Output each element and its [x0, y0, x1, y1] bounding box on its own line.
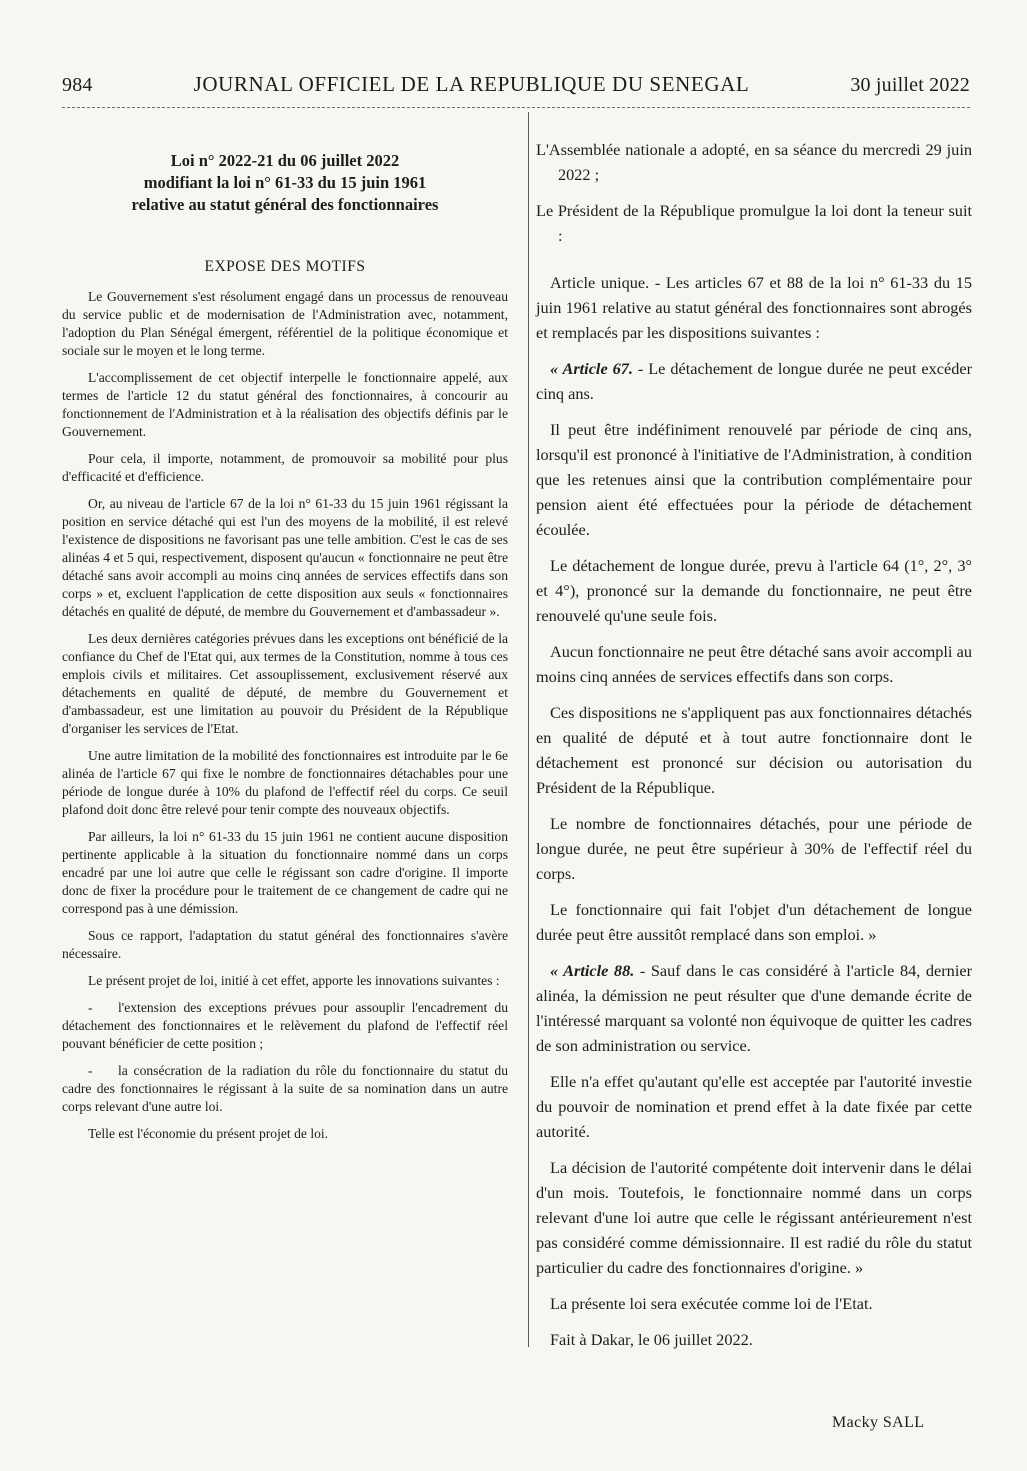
expose-paragraph: Une autre limitation de la mobilité des fonctionnaires est introduite par le 6e alinéa de l'article 67 qui fixe le nombre de fonctionnaires détachables pour une période de longue durée à 10% du plafond de l'effectif réel du corps. Ce seuil plafond doit donc être relevé pour tenir compte des nouveaux objectifs. — [62, 748, 508, 817]
right-column — [536, 137, 972, 1363]
expose-paragraph: L'accomplissement de cet objectif interpelle le fonctionnaire appelé, aux termes de l'article 12 du statut général des fonctionnaires, à concourir au fonctionnement de l'Administration et à la réalisation des objectifs définis par le Gouvernement. — [62, 370, 508, 439]
expose-closing: Telle est l'économie du présent projet de loi. — [88, 1126, 329, 1141]
issue-date: 30 juillet 2022 — [850, 74, 970, 96]
article-88-label: « Article 88. — [550, 961, 635, 980]
expose-paragraph: Pour cela, il importe, notamment, de promouvoir sa mobilité pour plus d'efficacité et d'efficience. — [62, 451, 508, 484]
article-88 — [536, 958, 972, 1058]
article-67 — [536, 356, 972, 406]
bullet-dash: - — [88, 1063, 93, 1078]
expose-heading: EXPOSE DES MOTIFS — [204, 258, 366, 275]
expose-paragraph: Sous ce rapport, l'adaptation du statut général des fonctionnaires s'avère nécessaire. — [62, 928, 508, 961]
law-title — [62, 150, 508, 216]
innovation-bullet — [62, 999, 508, 1053]
column-divider — [528, 112, 529, 1347]
article-67-paragraph: Ces dispositions ne s'appliquent pas aux fonctionnaires détachés en qualité de député et à tout autre fonctionnaire dont le détachement est prononcé sur décision ou autorisation du Président de la République. — [536, 703, 972, 797]
innovation-bullet — [62, 1062, 508, 1116]
law-title-line: Loi n° 2022-21 du 06 juillet 2022 — [170, 151, 400, 170]
page-header — [62, 72, 970, 97]
bullet-text: l'extension des exceptions prévues pour assouplir l'encadrement du détachement des fonctionnaires et le relèvement du plafond de l'effectif réel pouvant bénéficier de cette position ; — [62, 1000, 508, 1051]
article-88-paragraph: Elle n'a effet qu'autant qu'elle est acceptée par l'autorité investie du pouvoir de nomination et prend effet à la date fixée par cette autorité. — [536, 1072, 972, 1141]
bullet-text: la consécration de la radiation du rôle du fonctionnaire du statut du cadre des fonctionnaires le régissant à la suite de sa nomination dans un autre corps relevant d'une autre loi. — [62, 1063, 508, 1114]
article-88-intro: - Sauf dans le cas considéré à l'article 84, dernier alinéa, la démission ne peut résulter que d'une demande écrite de l'intéressé marquant sa volonté non équivoque de quitter les cadres de son administration ou service. — [536, 961, 972, 1055]
law-title-line: modifiant la loi n° 61-33 du 15 juin 1961 — [143, 173, 427, 192]
article-88-paragraph: La décision de l'autorité compétente doit intervenir dans le délai d'un mois. Toutefois, le fonctionnaire nommé dans un corps relevant d'une loi autre que celle le régissant antérieurement n'est pas considéré comme démissionnaire. Il est radié du rôle du statut particulier du cadre des fonctionnaires d'origine. » — [536, 1158, 972, 1277]
expose-paragraph: Les deux dernières catégories prévues dans les exceptions ont bénéficié de la confiance du Chef de l'Etat qui, aux termes de la Constitution, nomme à tous ces emplois civils et militaires. Cet assouplissement, exclusivement réservé aux détachements en qualité de député, de membre du Gouvernement et d'ambassadeur, est une limitation au pouvoir du Président de la République d'organiser les services de l'Etat. — [62, 631, 508, 736]
article-67-paragraph: Le fonctionnaire qui fait l'objet d'un détachement de longue durée peut être aussitôt remplacé dans son emploi. » — [536, 900, 972, 944]
bullet-dash: - — [88, 1000, 93, 1015]
header-rule — [62, 107, 970, 108]
left-column — [62, 150, 508, 1152]
signature: Macky SALL — [832, 1414, 925, 1431]
page-number: 984 — [62, 74, 93, 96]
article-67-intro: - Le détachement de longue durée ne peut excéder cinq ans. — [536, 359, 972, 403]
adoption-statement: L'Assemblée nationale a adopté, en sa séance du mercredi 29 juin 2022 ; — [536, 140, 972, 184]
article-67-paragraph: Le détachement de longue durée, prevu à l'article 64 (1°, 2°, 3° et 4°), prononcé sur la demande du fonctionnaire, ne peut être renouvelé qu'une seule fois. — [536, 556, 972, 625]
expose-paragraph: Le Gouvernement s'est résolument engagé dans un processus de renouveau du service public et de modernisation de l'Administration avec, notamment, l'adoption du Plan Sénégal émergent, référentiel de la politique économique et sociale sur le moyen et le long terme. — [62, 289, 508, 358]
article-67-label: « Article 67. — [550, 359, 633, 378]
execution-clause: La présente loi sera exécutée comme loi de l'Etat. — [550, 1294, 873, 1313]
article-67-paragraph: Aucun fonctionnaire ne peut être détaché sans avoir accompli au moins cinq années de services effectifs dans son corps. — [536, 642, 972, 686]
place-date: Fait à Dakar, le 06 juillet 2022. — [550, 1330, 753, 1349]
article-67-paragraph: Il peut être indéfiniment renouvelé par période de cinq ans, lorsqu'il est prononcé à l'initiative de l'Administration, à condition que les retenues ainsi que la contribution complémentaire pour pension aient été effectuées pour la période de détachement écoulée. — [536, 420, 972, 539]
promulgation-statement: Le Président de la République promulgue la loi dont la teneur suit : — [536, 201, 972, 245]
journal-title: JOURNAL OFFICIEL DE LA REPUBLIQUE DU SENEGAL — [193, 72, 750, 96]
expose-paragraph: Le présent projet de loi, initié à cet effet, apporte les innovations suivantes : — [88, 973, 500, 988]
expose-paragraph: Par ailleurs, la loi n° 61-33 du 15 juin 1961 ne contient aucune disposition pertinente applicable à la situation du fonctionnaire nommé dans un corps encadré par une loi autre que celle le régissant son cadre d'origine. Il importe donc de fixer la procédure pour le traitement de ce changement de cadre qui ne correspond pas à une démission. — [62, 829, 508, 916]
article-67-paragraph: Le nombre de fonctionnaires détachés, pour une période de longue durée, ne peut être supérieur à 30% de l'effectif réel du corps. — [536, 814, 972, 883]
article-unique: Article unique. - Les articles 67 et 88 de la loi n° 61-33 du 15 juin 1961 relative au statut général des fonctionnaires sont abrogés et remplacés par les dispositions suivantes : — [536, 273, 972, 342]
law-title-line: relative au statut général des fonctionnaires — [131, 195, 439, 214]
expose-paragraph: Or, au niveau de l'article 67 de la loi n° 61-33 du 15 juin 1961 régissant la position en service détaché qui est l'un des moyens de la mobilité, il est relevé l'existence de dispositions ne favorisant pas une telle ambition. C'est le cas de ses alinéas 4 et 5 qui, respectivement, disposent qu'aucun « fonctionnaire ne peut être détaché sans avoir accompli au moins cinq années de services effectifs dans son corps » et, excluent l'application de cette disposition aux seuls « fonctionnaires détachés en qualité de député, de membre du Gouvernement et d'ambassadeur ». — [62, 496, 508, 619]
